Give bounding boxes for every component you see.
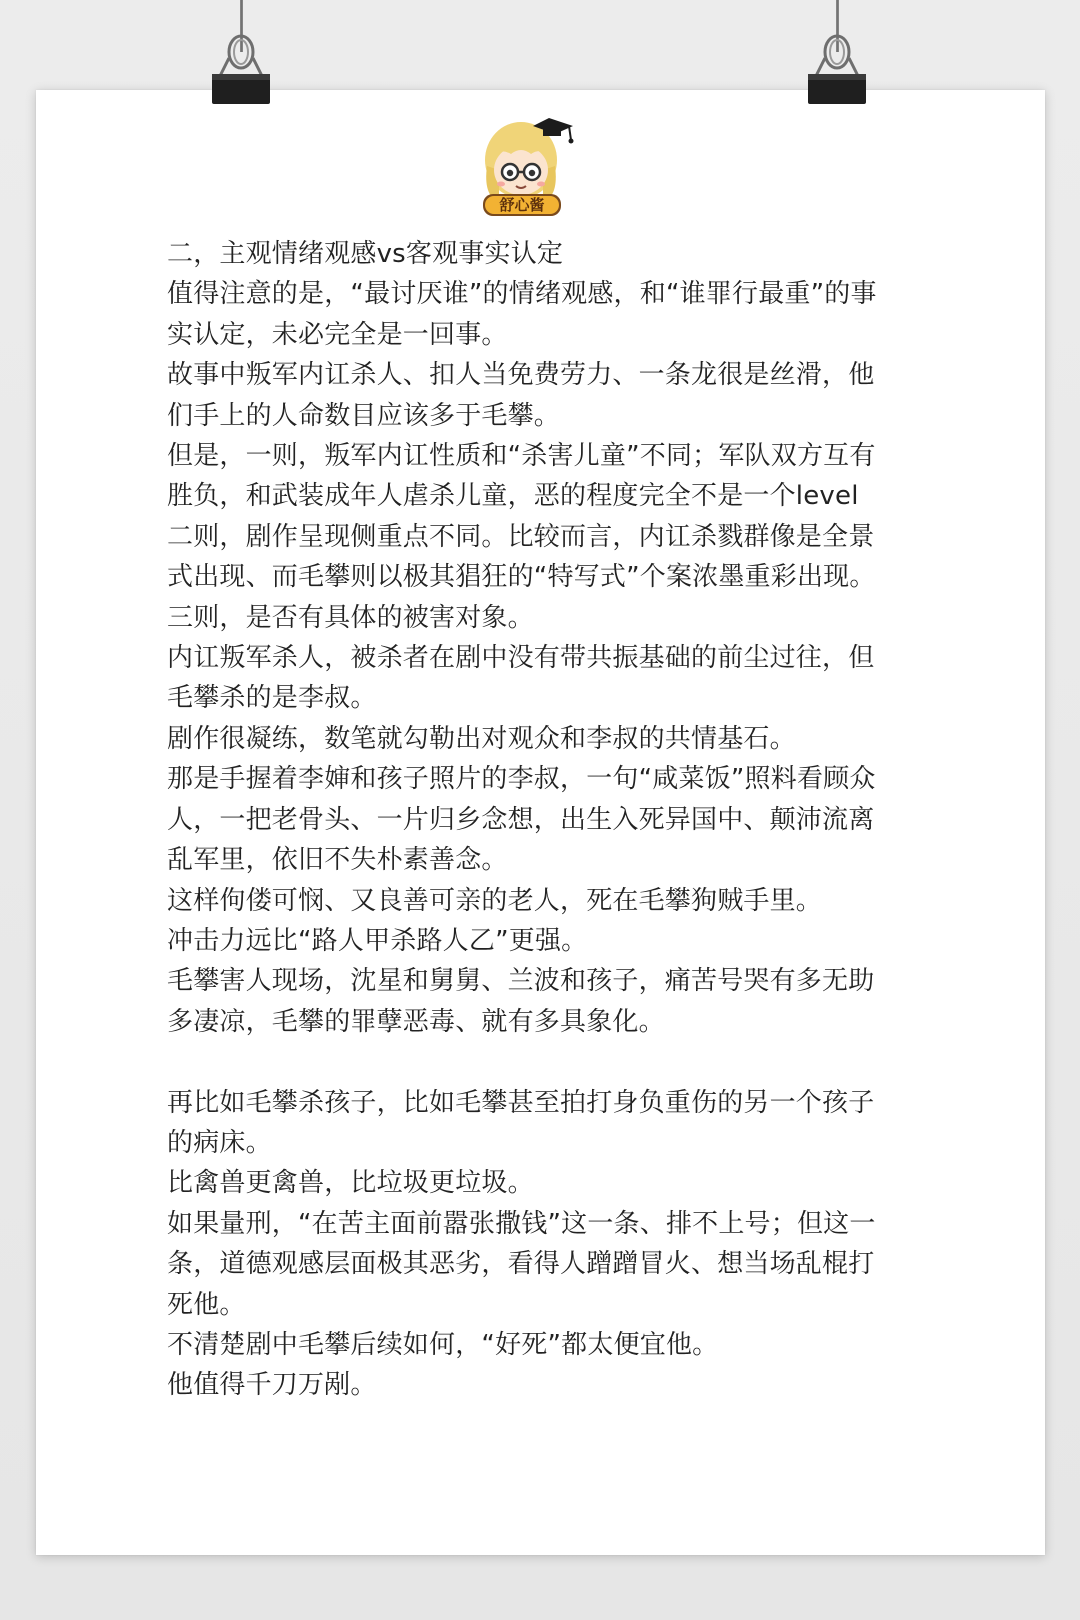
paragraph: 故事中叛军内讧杀人、扣人当免费劳力、一条龙很是丝滑，他们手上的人命数目应该多于毛攀。 (167, 360, 875, 431)
paragraph: 内讧叛军杀人，被杀者在剧中没有带共振基础的前尘过往，但毛攀杀的是李叔。 (167, 643, 875, 714)
paragraph: 比禽兽更禽兽，比垃圾更垃圾。 (167, 1168, 534, 1199)
paragraph: 毛攀害人现场，沈星和舅舅、兰波和孩子，痛苦号哭有多无助多凄凉，毛攀的罪孽恶毒、就有多具象化。 (167, 966, 875, 1037)
paragraph: 这样佝偻可悯、又良善可亲的老人，死在毛攀狗贼手里。 (167, 885, 823, 916)
paragraph: 值得注意的是，“最讨厌谁”的情绪观感，和“谁罪行最重”的事实认定，未必完全是一回事。 (167, 279, 877, 350)
paragraph: 剧作很凝练，数笔就勾勒出对观众和李叔的共情基石。 (167, 723, 796, 754)
paragraph: 二则，剧作呈现侧重点不同。比较而言，内讧杀戮群像是全景式出现、而毛攀则以极其猖狂的“特写式”个案浓墨重彩出现。 (167, 521, 876, 593)
paragraph: 再比如毛攀杀孩子，比如毛攀甚至拍打身负重伤的另一个孩子的病床。 (167, 1087, 875, 1158)
section-heading: 二，主观情绪观感vs客观事实认定 (167, 239, 564, 269)
paragraph: 不清楚剧中毛攀后续如何，“好死”都太便宜他。 (167, 1329, 719, 1360)
paragraph: 他值得千刀万剐。 (167, 1370, 377, 1401)
avatar-logo-icon (469, 110, 581, 220)
binder-clip-right-icon (802, 34, 872, 108)
paragraph: 那是手握着李婶和孩子照片的李叔，一句“咸菜饭”照料看顾众人，一把老骨头、一片归乡念想，出生入死异国中、颠沛流离乱军里，依旧不失朴素善念。 (167, 764, 876, 876)
paragraph: 如果量刑，“在苦主面前嚣张撒钱”这一条、排不上号；但这一条，道德观感层面极其恶劣，看得人蹭蹭冒火、想当场乱棍打死他。 (167, 1208, 876, 1320)
paragraph: 但是，一则，叛军内讧性质和“杀害儿童”不同；军队双方互有胜负，和武装成年人虐杀儿童，恶的程度完全不是一个level (167, 441, 876, 512)
binder-clip-left-icon (206, 34, 276, 108)
paragraph: 三则，是否有具体的被害对象。 (167, 602, 534, 633)
article-body (167, 234, 887, 1406)
paragraph: 冲击力远比“路人甲杀路人乙”更强。 (167, 925, 588, 956)
blank-line (167, 1042, 887, 1082)
avatar-logo-text: 舒心酱 (499, 196, 545, 214)
